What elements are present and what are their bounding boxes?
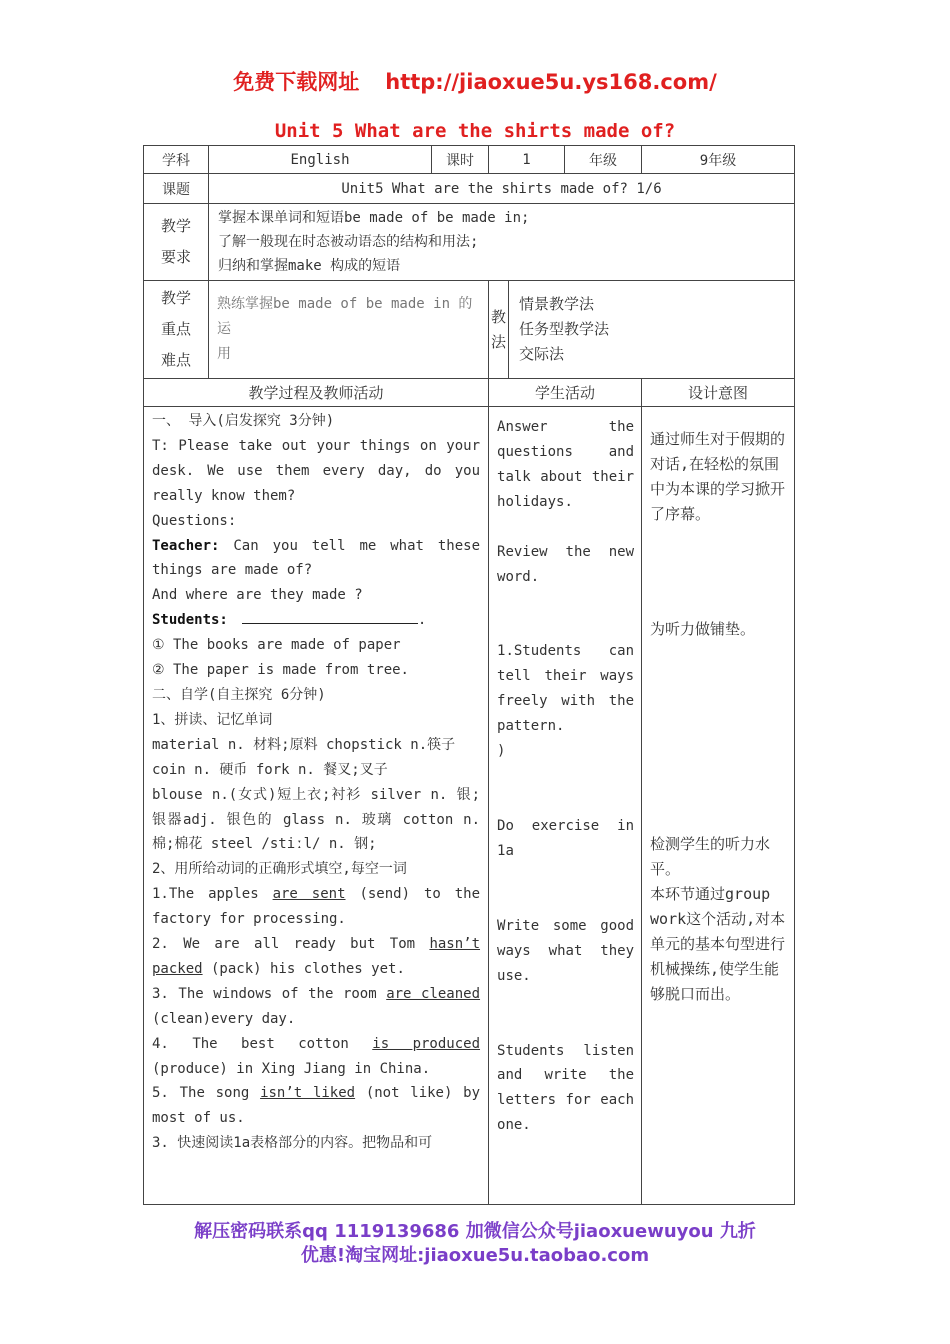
where-question: And where are they made ? [152, 587, 363, 604]
design-column-header: 设计意图 [642, 379, 795, 407]
period-value: 1 [489, 146, 565, 174]
spacer [497, 764, 634, 814]
student-cell [489, 407, 642, 1205]
exercise-answer: are cleaned [386, 985, 481, 1002]
info-row [144, 146, 795, 174]
exercise-text: (clean)every day. [152, 1010, 296, 1027]
process-paragraph: T: Please take out your things on your desk. We use them every day, do you really know them? [152, 437, 481, 504]
exercise-item [152, 932, 480, 982]
exercise-text: (send) to the factory for processing. [152, 886, 481, 928]
section-title: 一、 导入(启发探究 3分钟) [152, 413, 335, 429]
exercise-text: 3. The windows of the room [152, 985, 387, 1002]
key-points-line: 熟练掌握be made of be made in 的运 [217, 296, 473, 337]
lesson-plan-table [143, 145, 795, 1205]
subsection-title: 1、拼读、记忆单词 [152, 711, 273, 728]
requirement-line: 归纳和掌握make 构成的短语 [218, 258, 401, 274]
subject-value: English [209, 146, 432, 174]
grade-value: 9年级 [642, 146, 795, 174]
subsection-title: 3. 快速阅读1a表格部分的内容。把物品和可 [152, 1135, 433, 1152]
key-points-label-line: 重点 [160, 320, 191, 338]
exercise-answer: is produced [372, 1035, 481, 1052]
exercise-answer: isn’t liked [260, 1085, 356, 1102]
example-answer: ② The paper is made from tree. [152, 662, 409, 679]
download-header [0, 66, 950, 96]
requirement-line: 了解一般现在时态被动语态的结构和用法; [218, 234, 479, 250]
footer-line: 优惠!淘宝网址:jiaoxue5u.taobao.com [300, 1245, 650, 1266]
requirements-label-line: 要求 [160, 248, 191, 266]
design-note: 检测学生的听力水平。 [650, 835, 771, 878]
vocab-line: material n. 材料;原料 chopstick n.筷子 [152, 736, 456, 753]
page-title: Unit 5 What are the shirts made of? [274, 120, 676, 142]
design-note: 通过师生对于假期的对话,在轻松的氛围中为本课的学习掀开了序幕。 [650, 430, 786, 523]
method-item: 情景教学法 [519, 295, 595, 313]
spacer [497, 515, 634, 540]
key-points-label-line: 难点 [160, 351, 191, 369]
exercise-text: (produce) in Xing Jiang in China. [152, 1060, 431, 1077]
spacer [497, 989, 634, 1039]
teacher-label: Teacher: [152, 537, 220, 554]
method-item: 任务型教学法 [519, 320, 610, 338]
exercise-item [152, 882, 480, 932]
design-note: 本环节通过group work这个活动,对本单元的基本句型进行机械操练,使学生能够脱口而出。 [650, 885, 786, 1003]
student-activity: Review the new word. [497, 543, 635, 585]
answer-blank [242, 609, 418, 624]
spacer [650, 642, 786, 832]
example-answer: ① The books are made of paper [152, 637, 401, 654]
topic-row [144, 174, 795, 204]
period-label: 课时 [432, 146, 489, 174]
requirement-line: 掌握本课单词和短语be made of be made in; [218, 210, 530, 226]
key-points-text [209, 281, 489, 379]
questions-label: Questions: [152, 512, 237, 529]
spacer [497, 864, 634, 914]
students-answer-line [152, 608, 480, 633]
student-activity: Do exercise in 1a [497, 817, 635, 859]
key-points-line: 用 [217, 346, 231, 362]
subject-label: 学科 [144, 146, 209, 174]
topic-value: Unit5 What are the shirts made of? 1/6 [209, 174, 795, 204]
download-url-link[interactable]: http://jiaoxue5u.ys168.com/ [385, 70, 717, 94]
exercise-answer: hasn’t packed [152, 936, 481, 977]
key-points-row [144, 281, 795, 379]
vocab-line: coin n. 硬币 fork n. 餐叉;叉子 [152, 761, 388, 778]
requirements-label-line: 教学 [160, 217, 191, 235]
methods-list [509, 281, 795, 379]
footer-promo [0, 1220, 950, 1268]
subsection-title: 2、用所给动词的正确形式填空,每空一词 [152, 861, 407, 878]
requirements-row [144, 204, 795, 281]
key-points-label [144, 281, 209, 379]
footer-line: 解压密码联系qq 1119139686 加微信公众号jiaoxuewuyou 九折 [194, 1221, 756, 1242]
answer-blank-end: . [417, 612, 427, 629]
exercise-text: 1.The apples [152, 886, 273, 903]
design-note: 为听力做铺垫。 [650, 620, 756, 638]
exercise-text: 2. We are all ready but Tom [152, 936, 430, 953]
student-activity: 1.Students can tell their ways freely with the pattern. [497, 643, 635, 735]
grade-label: 年级 [565, 146, 642, 174]
exercise-item [152, 1032, 480, 1082]
exercise-text: 4. The best cotton [152, 1035, 373, 1052]
download-label: 免费下载网址 [233, 70, 360, 94]
column-header-row [144, 379, 795, 407]
spacer [650, 527, 786, 617]
section-title: 二、自学(自主探究 6分钟) [152, 686, 326, 703]
process-column-header: 教学过程及教师活动 [144, 379, 489, 407]
method-item: 交际法 [519, 345, 565, 363]
vocab-line: blouse n.(女式)短上衣;衬衫 silver n. 银;银器adj. 银色的 glass n. 玻璃 cotton n. 棉;棉花 steel /stiːl/ n. 钢; [152, 786, 481, 853]
student-activity-end: ) [497, 743, 506, 760]
exercise-text: (not like) by most of us. [152, 1085, 481, 1127]
method-label [489, 281, 509, 379]
design-cell [642, 407, 795, 1205]
exercise-text: (pack) his clothes yet. [202, 960, 405, 977]
requirements-label [144, 204, 209, 281]
student-activity: Students listen and write the letters for each one. [497, 1042, 635, 1134]
method-label-line: 法 [491, 332, 507, 351]
method-label-line: 教 [491, 307, 507, 326]
requirements-text [209, 204, 795, 281]
student-activity: Write some good ways what they use. [497, 917, 635, 984]
key-points-label-line: 教学 [160, 289, 191, 307]
topic-label: 课题 [144, 174, 209, 204]
exercise-answer: are sent [272, 886, 346, 903]
students-label: Students: [152, 612, 228, 629]
student-column-header: 学生活动 [489, 379, 642, 407]
spacer [497, 589, 634, 639]
student-activity: Answer the questions and talk about their holidays. [497, 419, 635, 510]
content-row [144, 407, 795, 1205]
exercise-text: 5. The song [152, 1085, 261, 1102]
teacher-question-text: Can you tell me what these things are made of? [152, 537, 481, 579]
teacher-question [152, 534, 480, 584]
exercise-item [152, 1081, 480, 1131]
exercise-item [152, 982, 480, 1032]
process-cell [144, 407, 489, 1205]
